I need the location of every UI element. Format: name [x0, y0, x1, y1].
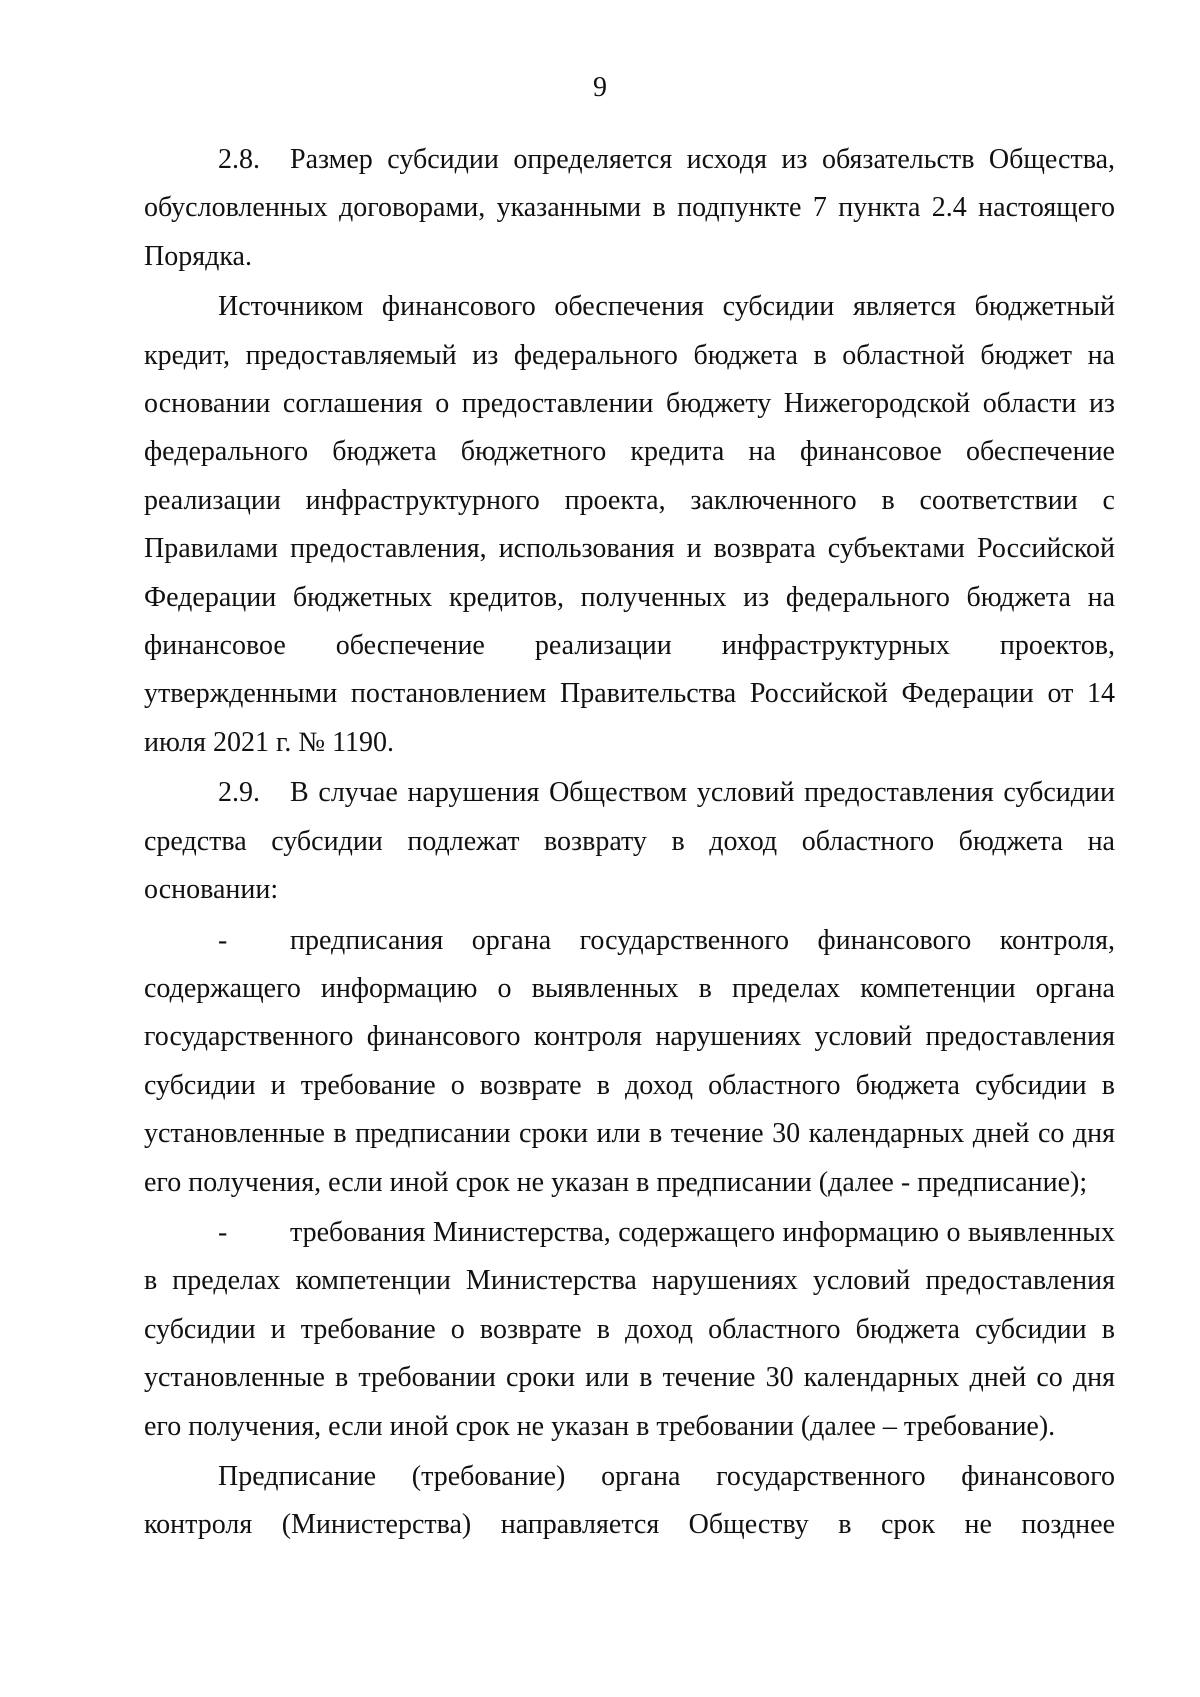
- paragraph-text: Источником финансового обеспечения субсидии является бюджетный кредит, предоставляемый из федерального бюджета в областной бюджет на основании соглашения о предоставлении бюджету Нижегородской области из федерального бюджета бюджетного кредита на финансовое обеспечение реализации инфраструктурного проекта, заключенного в соответствии с Правилами предоставления, использования и возврата субъектами Российской Федерации бюджетных кредитов, полученных из федерального бюджета на финансовое обеспечение реализации инфраструктурных проектов, утвержденными постановлением Правительства Российской Федерации от 14 июля 2021 г. № 1190.: [144, 291, 1115, 758]
- paragraph-text: предписания органа государственного финансового контроля, содержащего информацию о выявленных в пределах компетенции органа государственного финансового контроля нарушениях условий предоставления субсидии и требование о возврате в доход областного бюджета субсидии в установленные в предписании сроки или в течение 30 календарных дней со дня его получения, если иной срок не указан в предписании (далее - предписание);: [144, 924, 1115, 1198]
- page-number: 9: [593, 72, 607, 103]
- paragraph-text: В случае нарушения Обществом условий предоставления субсидии средства субсидии подлежат возврату в доход областного бюджета на основании:: [144, 777, 1115, 906]
- paragraph-text: Предписание (требование) органа государственного финансового контроля (Министерства) направляется Обществу в срок не позднее: [144, 1460, 1115, 1541]
- paragraph-text: Размер субсидии определяется исходя из обязательств Общества, обусловленных договорами, указанными в подпункте 7 пункта 2.4 настоящего Порядка.: [144, 144, 1115, 272]
- paragraph-2-9: [144, 769, 1115, 914]
- paragraph-prescription-sent: [144, 1453, 1115, 1550]
- clause-number: 2.9.: [218, 777, 260, 809]
- list-dash: -: [218, 1216, 228, 1248]
- clause-number: 2.8.: [218, 144, 260, 175]
- document-body: [144, 136, 1115, 1550]
- paragraph-funding-source: [144, 283, 1115, 767]
- paragraph-text: требования Министерства, содержащего информацию о выявленных в пределах компетенции Министерства нарушениях условий предоставления субсидии и требование о возврате в доход областного бюджета субсидии в установленные в требовании сроки или в течение 30 календарных дней со дня его получения, если иной срок не указан в требовании (далее – требование).: [144, 1216, 1115, 1442]
- list-dash: -: [218, 924, 228, 956]
- list-item-prescription: [144, 917, 1115, 1207]
- paragraph-2-8: [144, 136, 1115, 281]
- list-item-requirement: [144, 1209, 1115, 1451]
